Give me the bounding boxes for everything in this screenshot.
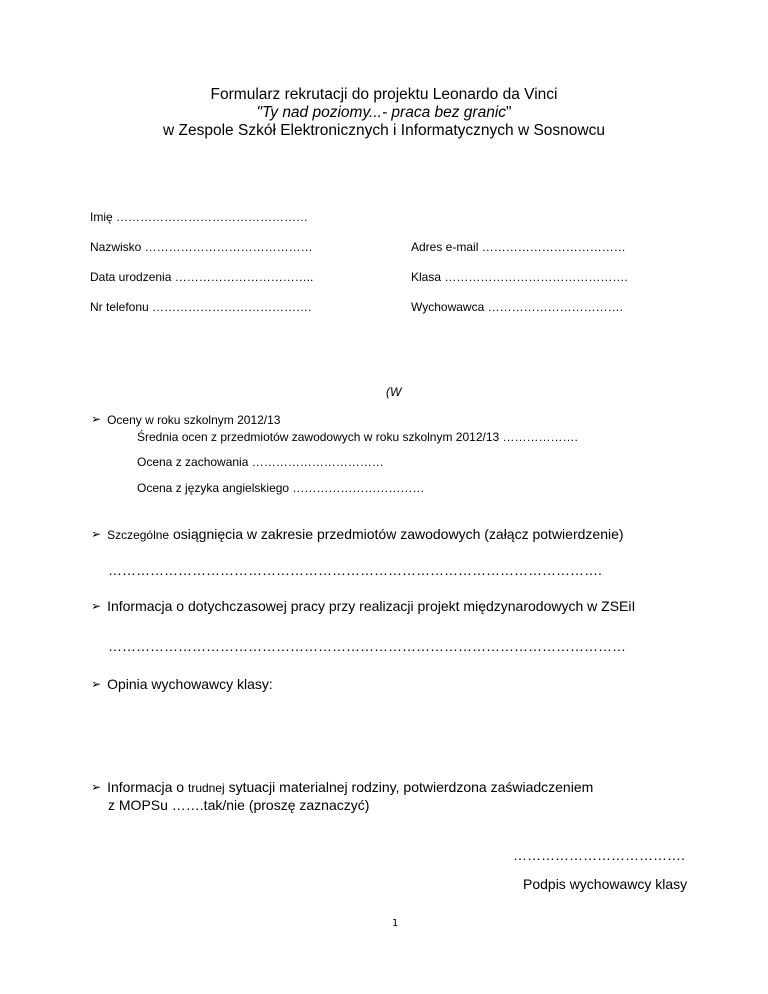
projects-heading	[91, 598, 635, 614]
signature-label: Podpis wychowawcy klasy	[523, 876, 688, 892]
hardship-line1-a: Informacja o	[107, 779, 188, 795]
field-english-grade[interactable]: Ocena z języka angielskiego ……………………………	[137, 481, 425, 495]
page-number: 1	[392, 918, 399, 929]
grades-heading	[91, 413, 280, 427]
arrow-bullet-icon: ➢	[91, 677, 102, 691]
hardship-line1-small: trudnej	[188, 781, 225, 795]
school-name: w Zespole Szkół Elektronicznych i Informatycznych w Sosnowcu	[163, 122, 605, 139]
project-subtitle	[0, 104, 768, 122]
note-fragment: (W	[386, 385, 402, 399]
projects-heading-text: Informacja o dotychczasowej pracy przy realizacji projekt międzynarodowych w ZSEiI	[107, 598, 636, 614]
hardship-heading	[91, 779, 593, 795]
achievements-heading-rest: osiągnięcia w zakresie przedmiotów zawodowych (załącz potwierdzenie)	[169, 526, 624, 542]
achievements-heading	[91, 526, 624, 542]
form-title: Formularz rekrutacji do projektu Leonardo da Vinci	[210, 86, 558, 103]
field-nazwisko[interactable]: Nazwisko ……………………………………	[90, 240, 313, 254]
projects-dots-field[interactable]: …………………………………………………………………………………………………	[108, 638, 626, 654]
hardship-line1-b: sytuacji materialnej rodziny, potwierdzona zaświadczeniem	[224, 779, 594, 795]
field-nr-telefonu[interactable]: Nr telefonu ………………………………….	[90, 300, 312, 314]
project-subtitle-quote: "	[506, 104, 512, 121]
arrow-bullet-icon: ➢	[91, 412, 102, 426]
field-klasa[interactable]: Klasa ……………………………………….	[411, 270, 628, 284]
field-adres-email[interactable]: Adres e-mail ………………………………	[411, 240, 626, 254]
field-average-grade[interactable]: Średnia ocen z przedmiotów zawodowych w roku szkolnym 2012/13 ……………….	[137, 430, 578, 444]
hardship-line2[interactable]: z MOPSu …….tak/nie (proszę zaznaczyć)	[108, 797, 370, 813]
field-wychowawca[interactable]: Wychowawca …………………………….	[411, 300, 623, 314]
field-behaviour-grade[interactable]: Ocena z zachowania ……………………………	[137, 455, 384, 469]
field-data-urodzenia[interactable]: Data urodzenia ……………………………..	[90, 270, 314, 284]
arrow-bullet-icon: ➢	[91, 527, 102, 541]
field-imie[interactable]: Imię …………………………………………	[90, 210, 309, 224]
opinion-heading	[91, 676, 273, 692]
project-subtitle-italic: "Ty nad poziomy...- praca bez granic	[256, 104, 507, 121]
arrow-bullet-icon: ➢	[91, 780, 102, 794]
achievements-dots-field[interactable]: …………………………………………………………………………………………….	[108, 562, 602, 578]
grades-heading-text: Oceny w roku szkolnym 2012/13	[107, 413, 281, 427]
achievements-heading-small: Szczególne	[107, 528, 170, 542]
arrow-bullet-icon: ➢	[91, 599, 102, 613]
signature-line[interactable]: ……………………………….	[513, 847, 685, 863]
opinion-heading-text: Opinia wychowawcy klasy:	[107, 676, 273, 692]
